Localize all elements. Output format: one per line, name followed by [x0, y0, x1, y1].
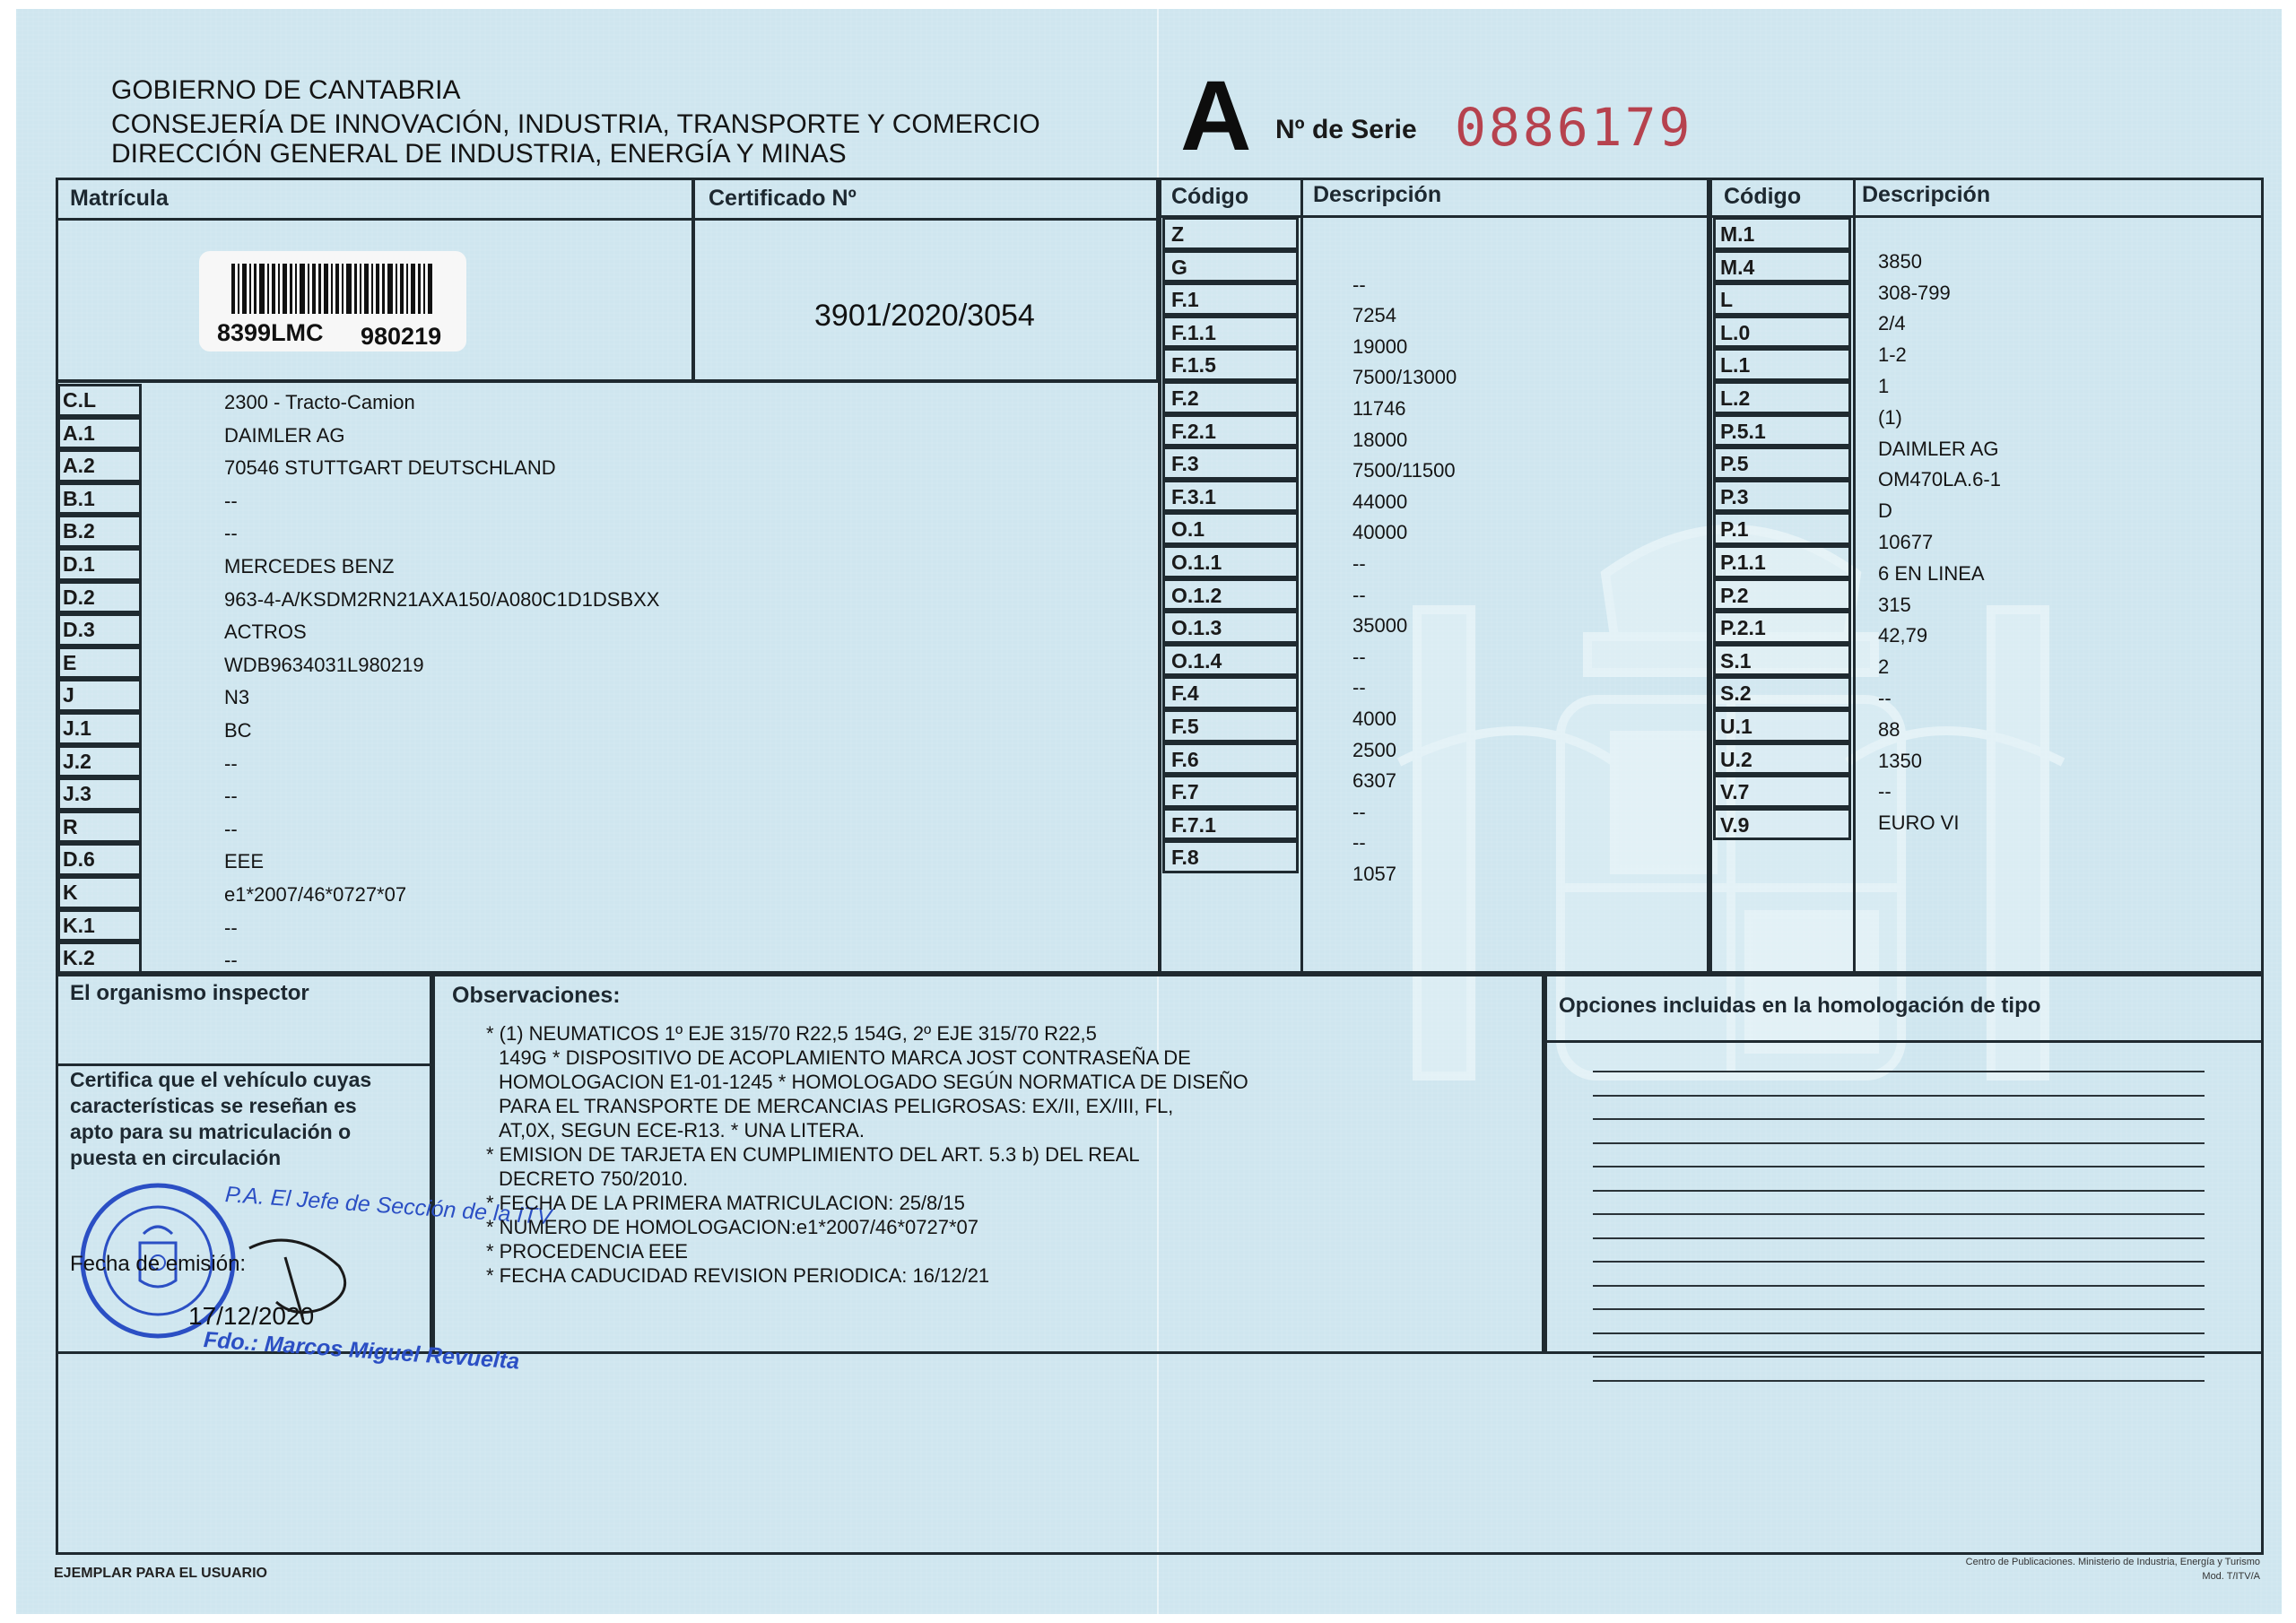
left-code: C.L [63, 388, 97, 412]
left-code: J.3 [63, 782, 91, 806]
observacion-line: * EMISION DE TARJETA EN CUMPLIMIENTO DEL ART. 5.3 b) DEL REAL [486, 1143, 1140, 1166]
opciones-ruled-line [1593, 1118, 2205, 1120]
left-fields-box [56, 380, 1161, 974]
left-value: BC [224, 719, 252, 742]
observacion-line: AT,0X, SEGUN ECE-R13. * UNA LITERA. [499, 1119, 865, 1141]
left-code: D.1 [63, 552, 95, 576]
right-value: D [1878, 499, 1892, 523]
certifica-line: apto para su matriculación o [70, 1120, 352, 1143]
mid-value: 18000 [1352, 428, 1408, 451]
observacion-line: * (1) NEUMATICOS 1º EJE 315/70 R22,5 154G, 2º EJE 315/70 R22,5 [486, 1022, 1097, 1045]
serie-label: Nº de Serie [1275, 115, 1417, 144]
right-code: L.2 [1720, 386, 1751, 410]
mid-code: F.7 [1171, 780, 1199, 804]
mid-code: F.5 [1171, 715, 1199, 738]
observaciones-label: Observaciones: [452, 983, 621, 1008]
right-code: M.1 [1720, 222, 1755, 246]
stamp-signer: Fdo.: Marcos Miguel Revuelta [203, 1327, 520, 1375]
right-code: P.5 [1720, 452, 1749, 476]
right-value: 1-2 [1878, 343, 1907, 367]
left-value: -- [224, 751, 238, 775]
right-value: DAIMLER AG [1878, 437, 1999, 460]
fecha-emision-label: Fecha de emisión: [70, 1252, 247, 1276]
left-code: R [63, 814, 78, 838]
left-value: N3 [224, 686, 250, 709]
right-value: 88 [1878, 717, 1900, 741]
certificado-number: 3901/2020/3054 [814, 299, 1035, 333]
certifica-line: Certifica que el vehículo cuyas [70, 1068, 372, 1091]
mid-value: -- [1352, 552, 1366, 575]
mid-code-header: Código [1171, 184, 1249, 209]
opciones-ruled-line [1593, 1356, 2205, 1358]
inspector-label: El organismo inspector [70, 981, 309, 1005]
right-value: OM470LA.6-1 [1878, 468, 2001, 491]
observacion-line: DECRETO 750/2010. [499, 1167, 689, 1190]
mid-value: 19000 [1352, 334, 1408, 358]
certifica-line: características se reseñan es [70, 1094, 357, 1117]
opciones-ruled-line [1593, 1261, 2205, 1263]
observacion-line: 149G * DISPOSITIVO DE ACOPLAMIENTO MARCA JOST CONTRASEÑA DE [499, 1046, 1191, 1069]
left-code: D.6 [63, 847, 95, 872]
mid-code: F.4 [1171, 681, 1199, 706]
mid-code: Z [1171, 222, 1185, 246]
observacion-line: * PROCEDENCIA EEE [486, 1240, 688, 1263]
left-value: DAIMLER AG [224, 423, 345, 447]
fecha-emision-value: 17/12/2020 [188, 1302, 315, 1330]
observacion-line: * NUMERO DE HOMOLOGACION:e1*2007/46*0727*07 [486, 1216, 979, 1238]
opciones-ruled-line [1593, 1332, 2205, 1334]
left-value: -- [224, 817, 238, 840]
left-value: EEE [224, 850, 265, 873]
barcode-icon [231, 264, 434, 314]
mid-value: 7254 [1352, 304, 1396, 327]
right-code: P.1 [1720, 517, 1749, 542]
opciones-ruled-line [1593, 1237, 2205, 1239]
right-code: L.0 [1720, 320, 1751, 344]
mid-value: 7500/13000 [1352, 366, 1457, 389]
right-value: EURO VI [1878, 812, 1960, 835]
mid-code: F.1.5 [1171, 353, 1216, 378]
mid-code: F.7.1 [1171, 812, 1216, 837]
right-code-header: Código [1724, 184, 1802, 209]
mid-value: 2500 [1352, 738, 1396, 761]
left-value: 70546 STUTTGART DEUTSCHLAND [224, 456, 556, 480]
mid-code: O.1.3 [1171, 616, 1222, 640]
left-code: B.1 [63, 486, 95, 510]
barcode-sticker [199, 251, 466, 352]
observacion-line: * FECHA CADUCIDAD REVISION PERIODICA: 16/12/21 [486, 1264, 990, 1287]
plate-code: 980219 [361, 323, 442, 350]
right-value: 315 [1878, 593, 1911, 616]
stamp-title: P.A. El Jefe de Sección de la ITV [224, 1182, 553, 1230]
left-value: -- [224, 785, 238, 808]
observacion-line: PARA EL TRANSPORTE DE MERCANCIAS PELIGROSAS: EX/II, EX/III, FL, [499, 1095, 1174, 1117]
left-value: ACTROS [224, 621, 307, 644]
mid-value: -- [1352, 645, 1366, 668]
opciones-ruled-line [1593, 1142, 2205, 1144]
opciones-header-rule [1544, 1040, 2264, 1043]
right-code: V.9 [1720, 812, 1750, 837]
mid-code: F.6 [1171, 747, 1199, 771]
right-desc-header: Descripción [1862, 182, 1991, 207]
right-value: 1350 [1878, 749, 1922, 772]
mid-code: O.1.1 [1171, 551, 1222, 574]
header-line-1: GOBIERNO DE CANTABRIA [111, 75, 461, 105]
observacion-line: HOMOLOGACION E1-01-1245 * HOMOLOGADO SEGÚN NORMATICA DE DISEÑO [499, 1071, 1248, 1093]
inspector-rule [56, 1063, 432, 1066]
left-code: A.1 [63, 421, 95, 445]
matricula-label: Matrícula [70, 186, 169, 211]
footer-left: EJEMPLAR PARA EL USUARIO [54, 1566, 267, 1581]
mid-value: 6307 [1352, 769, 1396, 793]
mid-code: F.1.1 [1171, 320, 1216, 344]
left-value: 963-4-A/KSDM2RN21AXA150/A080C1D1DSBXX [224, 587, 660, 611]
opciones-ruled-line [1593, 1190, 2205, 1192]
opciones-ruled-line [1593, 1071, 2205, 1072]
left-value: -- [224, 949, 238, 972]
opciones-ruled-line [1593, 1213, 2205, 1215]
mid-value: 11746 [1352, 397, 1406, 420]
header-line-3: DIRECCIÓN GENERAL DE INDUSTRIA, ENERGÍA Y MINAS [111, 139, 847, 169]
left-code: D.2 [63, 585, 95, 609]
mid-code: F.2.1 [1171, 419, 1216, 443]
right-value: 2 [1878, 655, 1890, 679]
left-code: K [63, 881, 78, 904]
mid-value: 35000 [1352, 614, 1408, 638]
right-value: 308-799 [1878, 281, 1951, 304]
left-code: B.2 [63, 519, 95, 543]
opciones-box [1544, 974, 2264, 1354]
right-code: L [1720, 288, 1734, 312]
observacion-line: * FECHA DE LA PRIMERA MATRICULACION: 25/8/15 [486, 1192, 965, 1214]
left-code: A.2 [63, 454, 95, 478]
right-value: 6 EN LINEA [1878, 561, 1985, 585]
mid-code: O.1.4 [1171, 648, 1222, 673]
right-code: U.1 [1720, 715, 1752, 738]
right-value: -- [1878, 780, 1892, 803]
mid-code: F.1 [1171, 288, 1199, 312]
opciones-ruled-line [1593, 1285, 2205, 1287]
serie-number: 0886179 [1455, 97, 1693, 158]
left-value: 2300 - Tracto-Camion [224, 391, 415, 413]
opciones-ruled-line [1593, 1308, 2205, 1310]
mid-code: F.3.1 [1171, 484, 1216, 508]
mid-value: -- [1352, 583, 1366, 606]
mid-value: -- [1352, 273, 1366, 296]
right-code: P.3 [1720, 484, 1749, 508]
left-code: K.1 [63, 913, 95, 937]
right-code: P.2.1 [1720, 616, 1766, 640]
left-code: D.3 [63, 618, 95, 642]
certifica-line: puesta en circulación [70, 1146, 282, 1169]
matricula-header-rule [56, 218, 694, 221]
left-code: J.1 [63, 716, 91, 740]
right-value: (1) [1878, 405, 1902, 429]
left-value: MERCEDES BENZ [224, 555, 395, 577]
opciones-ruled-line [1593, 1166, 2205, 1167]
opciones-ruled-line [1593, 1095, 2205, 1097]
left-code: J.2 [63, 749, 91, 773]
mid-value: -- [1352, 831, 1366, 855]
right-table-divider [1853, 178, 1856, 974]
right-value: -- [1878, 687, 1892, 709]
mid-code: G [1171, 255, 1187, 279]
left-value: -- [224, 916, 238, 939]
right-code-cell [1713, 282, 1851, 316]
mid-value: 1057 [1352, 863, 1396, 885]
certifica-text [70, 1067, 371, 1171]
right-code: P.2 [1720, 583, 1749, 607]
left-value: -- [224, 522, 238, 545]
footer-right-1: Centro de Publicaciones. Ministerio de Industria, Energía y Turismo [1965, 1557, 2260, 1567]
right-code: U.2 [1720, 747, 1752, 771]
mid-code: O.1.2 [1171, 583, 1222, 607]
mid-table-divider [1300, 178, 1303, 974]
left-value: e1*2007/46*0727*07 [224, 883, 407, 906]
opciones-ruled-line [1593, 1380, 2205, 1382]
footer-right-2: Mod. T/ITV/A [2202, 1571, 2260, 1582]
mid-code: F.8 [1171, 846, 1199, 870]
mid-value: 7500/11500 [1352, 459, 1456, 482]
mid-code: O.1 [1171, 517, 1205, 542]
mid-value: 4000 [1352, 707, 1396, 730]
certificado-header-rule [692, 218, 1159, 221]
right-code: P.5.1 [1720, 419, 1766, 443]
right-code: L.1 [1720, 353, 1751, 378]
certificado-label: Certificado Nº [709, 186, 857, 211]
left-value: -- [224, 489, 238, 512]
right-value: 42,79 [1878, 624, 1928, 647]
signature-icon [240, 1230, 366, 1329]
right-code: S.1 [1720, 648, 1752, 673]
plate-number: 8399LMC [217, 319, 324, 346]
right-value: 10677 [1878, 531, 1934, 553]
header-line-2: CONSEJERÍA DE INNOVACIÓN, INDUSTRIA, TRANSPORTE Y COMERCIO [111, 109, 1040, 139]
right-value: 2/4 [1878, 312, 1906, 335]
left-code: J [63, 683, 74, 707]
mid-desc-header: Descripción [1313, 182, 1442, 207]
mid-value: 44000 [1352, 490, 1408, 513]
left-value: WDB9634031L980219 [224, 653, 424, 676]
left-code: K.2 [63, 946, 95, 970]
mid-value: -- [1352, 800, 1366, 823]
left-code: E [63, 650, 77, 674]
right-code: M.4 [1720, 255, 1755, 279]
form-letter: A [1180, 61, 1252, 171]
mid-value: 40000 [1352, 521, 1408, 544]
mid-value: -- [1352, 676, 1366, 699]
right-code: S.2 [1720, 681, 1752, 706]
mid-code: F.2 [1171, 386, 1199, 410]
right-value: 1 [1878, 375, 1890, 397]
mid-code: F.3 [1171, 452, 1199, 476]
right-value: 3850 [1878, 249, 1922, 273]
right-code: V.7 [1720, 780, 1750, 804]
opciones-label: Opciones incluidas en la homologación de tipo [1559, 994, 2041, 1018]
right-code: P.1.1 [1720, 551, 1766, 574]
